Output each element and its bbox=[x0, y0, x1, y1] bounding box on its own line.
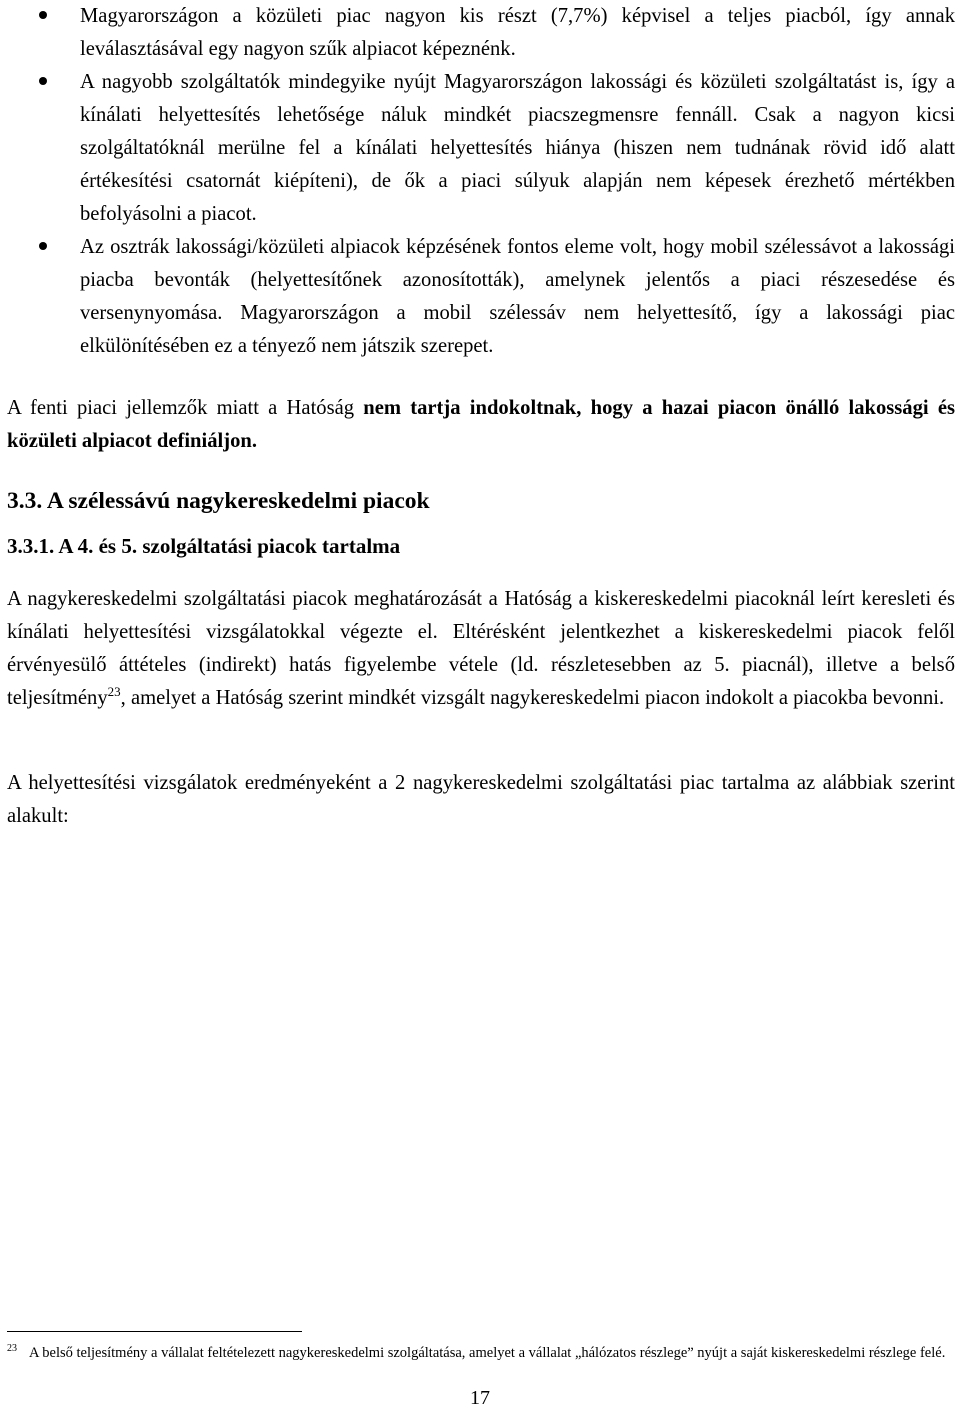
footnote-text: A belső teljesítmény a vállalat feltételezett nagykereskedelmi szolgáltatása, amelyet a vállalat „hálózatos részlege” nyújt a saját kiskereskedelmi részlege felé. bbox=[29, 1345, 946, 1361]
footnote-number: 23 bbox=[7, 1343, 17, 1355]
page-number: 17 bbox=[470, 1387, 490, 1409]
bullet-item: A nagyobb szolgáltatók mindegyike nyújt Magyarországon lakossági és közületi szolgáltatást is, így a kínálati helyettesítés lehetősége náluk mindkét piacszegmensre fennáll. Csak a nagyon kicsi szolgáltatóknál merülne fel a kínálati helyettesítés hiánya (hiszen nem tudnának rövid idő alatt értékesítési csatornát kiépíteni), de ők a piaci súlyuk alapján nem képesek érezhető mértékben befolyásolni a piacot. bbox=[7, 66, 955, 231]
bullet-item: Magyarországon a közületi piac nagyon kis részt (7,7%) képvisel a teljes piacból, így annak leválasztásával egy nagyon szűk alpiacot képeznénk. bbox=[7, 0, 955, 66]
footnote-divider bbox=[7, 1331, 302, 1332]
section-heading: 3.3. A szélessávú nagykereskedelmi piacok bbox=[7, 488, 430, 514]
footnote-reference[interactable]: 23 bbox=[107, 684, 121, 700]
paragraph-text: A nagykereskedelmi szolgáltatási piacok meghatározását a Hatóság a kiskereskedelmi piacoknál leírt keresleti és kínálati helyettesítési vizsgálatokkal végezte el. Eltérésként jelentkezhet a kiskereskedelmi piacok felől érvényesülő áttételes (indirekt) hatás figyelembe vétele (ld. részletesebben az 5. piacnál), illetve a belső teljesítmény bbox=[7, 588, 955, 709]
paragraph-text-continued: , amelyet a Hatóság szerint mindkét vizsgált nagykereskedelmi piacon indokolt a piacokba bevonni. bbox=[120, 687, 945, 709]
bullet-item: Az osztrák lakossági/közületi alpiacok képzésének fontos eleme volt, hogy mobil szélessávot a lakossági piacba bevonták (helyettesítőnek azonosították), amelynek jelentős a piaci részesedése és versenynyomása. Magyarországon a mobil szélessáv nem helyettesítő, így a lakossági piac elkülönítésében ez a tényező nem játszik szerepet. bbox=[7, 231, 955, 363]
conclusion-paragraph bbox=[7, 392, 955, 458]
body-paragraph: A helyettesítési vizsgálatok eredményeként a 2 nagykereskedelmi szolgáltatási piac tartalma az alábbiak szerint alakult: bbox=[7, 772, 955, 827]
footnote bbox=[7, 1343, 955, 1363]
document-page bbox=[7, 0, 956, 827]
body-paragraph bbox=[7, 583, 955, 715]
conclusion-bold-text: nem tartja indokoltnak, hogy a hazai piacon önálló lakossági és közületi alpiacot definiáljon. bbox=[7, 397, 956, 452]
conclusion-text: A fenti piaci jellemzők miatt a Hatóság bbox=[7, 397, 364, 419]
subsection-heading: 3.3.1. A 4. és 5. szolgáltatási piacok tartalma bbox=[7, 534, 401, 558]
bullet-list bbox=[7, 0, 955, 363]
